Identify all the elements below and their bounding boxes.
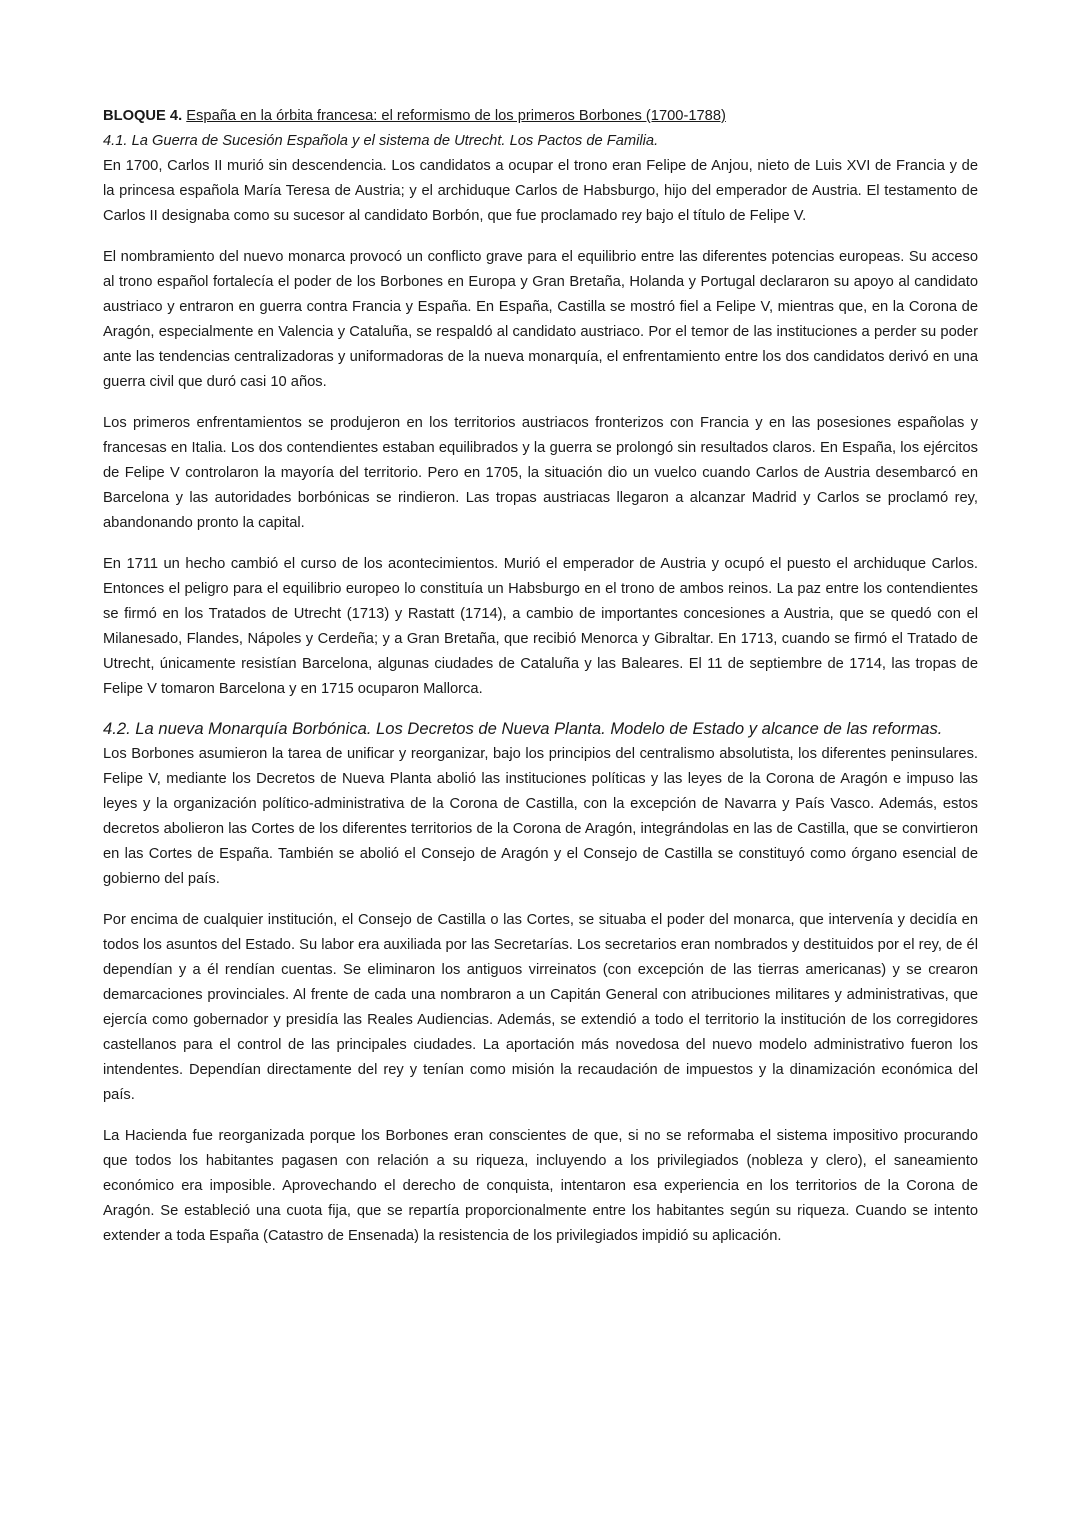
paragraph: El nombramiento del nuevo monarca provocó un conflicto grave para el equilibrio entre las diferentes potencias europeas. Su acceso al trono español fortalecía el poder de los Borbones en Europa y Gran Bretaña, Holanda y Portugal declararon su apoyo al candidato austriaco y entraron en guerra contra Francia y España. En España, Castilla se mostró fiel a Felipe V, mientras que, en la Corona de Aragón, especialmente en Valencia y Cataluña, se respaldó al candidato austriaco. Por el temor de las instituciones a perder su poder ante las tendencias centralizadoras y uniformadoras de la nueva monarquía, el enfrentamiento entre los dos candidatos derivó en una guerra civil que duró casi 10 años. bbox=[103, 249, 978, 390]
section-4-1 bbox=[103, 129, 978, 702]
paragraph: En 1711 un hecho cambió el curso de los acontecimientos. Murió el emperador de Austria y ocupó el puesto el archiduque Carlos. Entonces el peligro para el equilibrio europeo lo constituía un Habsburgo en el trono de ambos reinos. La paz entre los contendientes se firmó en los Tratados de Utrecht (1713) y Rastatt (1714), a cambio de importantes concesiones a Austria, que se quedó con el Milanesado, Flandes, Nápoles y Cerdeña; y a Gran Bretaña, que recibió Menorca y Gibraltar. En 1713, cuando se firmó el Tratado de Utrecht, únicamente resistían Barcelona, algunas ciudades de Cataluña y las Baleares. El 11 de septiembre de 1714, las tropas de Felipe V tomaron Barcelona y en 1715 ocuparon Mallorca. bbox=[103, 556, 978, 697]
block-label: BLOQUE 4. bbox=[103, 108, 183, 124]
block-title: España en la órbita francesa: el reformismo de los primeros Borbones (1700-1788) bbox=[186, 108, 726, 124]
paragraph: Los Borbones asumieron la tarea de unificar y reorganizar, bajo los principios del centralismo absolutista, los diferentes peninsulares. Felipe V, mediante los Decretos de Nueva Planta abolió las instituciones políticas y las leyes de la Corona de Aragón e impuso las leyes y la organización político-administrativa de la Corona de Castilla, con la excepción de Navarra y País Vasco. Además, estos decretos abolieron las Cortes de los diferentes territorios de la Corona de Aragón, integrándolas en las de Castilla, que se convirtieron en las Cortes de España. También se abolió el Consejo de Aragón y el Consejo de Castilla se constituyó como órgano esencial de gobierno del país. bbox=[103, 746, 978, 887]
paragraph: Los primeros enfrentamientos se produjeron en los territorios austriacos fronterizos con Francia y en las posesiones españolas y francesas en Italia. Los dos contendientes estaban equilibrados y la guerra se prolongó sin resultados claros. En España, los ejércitos de Felipe V controlaron la mayoría del territorio. Pero en 1705, la situación dio un vuelco cuando Carlos de Austria desembarcó en Barcelona y las autoridades borbónicas se rindieron. Las tropas austriacas llegaron a alcanzar Madrid y Carlos se proclamó rey, abandonando pronto la capital. bbox=[103, 415, 978, 531]
section-title: 4.2. La nueva Monarquía Borbónica. Los Decretos de Nueva Planta. Modelo de Estado y alcance de las reformas. bbox=[103, 719, 943, 738]
document-page bbox=[103, 104, 978, 1265]
paragraph: Por encima de cualquier institución, el Consejo de Castilla o las Cortes, se situaba el poder del monarca, que intervenía y decidía en todos los asuntos del Estado. Su labor era auxiliada por las Secretarías. Los secretarios eran nombrados y destituidos por el rey, de él dependían y a él rendían cuentas. Se eliminaron los antiguos virreinatos (con excepción de las tierras americanas) y se crearon demarcaciones provinciales. Al frente de cada una nombraron a un Capitán General con atribuciones militares y administrativas, que ejercía como gobernador y presidía las Reales Audiencias. Además, se extendió a todo el territorio la institución de los corregidores castellanos para el control de las principales ciudades. La aportación más novedosa del nuevo modelo administrativo fueron los intendentes. Dependían directamente del rey y tenían como misión la recaudación de impuestos y la dinamización económica del país. bbox=[103, 912, 978, 1103]
block-heading bbox=[103, 104, 978, 129]
paragraph: En 1700, Carlos II murió sin descendencia. Los candidatos a ocupar el trono eran Felipe de Anjou, nieto de Luis XVI de Francia y de la princesa española María Teresa de Austria; y el archiduque Carlos de Habsburgo, hijo del emperador de Austria. El testamento de Carlos II designaba como su sucesor al candidato Borbón, que fue proclamado rey bajo el título de Felipe V. bbox=[103, 158, 978, 224]
section-title: 4.1. La Guerra de Sucesión Española y el sistema de Utrecht. Los Pactos de Familia. bbox=[103, 133, 659, 149]
paragraph: La Hacienda fue reorganizada porque los Borbones eran conscientes de que, si no se reformaba el sistema impositivo procurando que todos los habitantes pagasen con relación a su riqueza, incluyendo a los privilegiados (nobleza y clero), el saneamiento económico era imposible. Aprovechando el derecho de conquista, intentaron esa experiencia en los territorios de la Corona de Aragón. Se estableció una cuota fija, que se repartía proporcionalmente entre los habitantes según su riqueza. Cuando se intento extender a toda España (Catastro de Ensenada) la resistencia de los privilegiados impidió su aplicación. bbox=[103, 1128, 978, 1244]
section-4-2 bbox=[103, 716, 978, 1249]
